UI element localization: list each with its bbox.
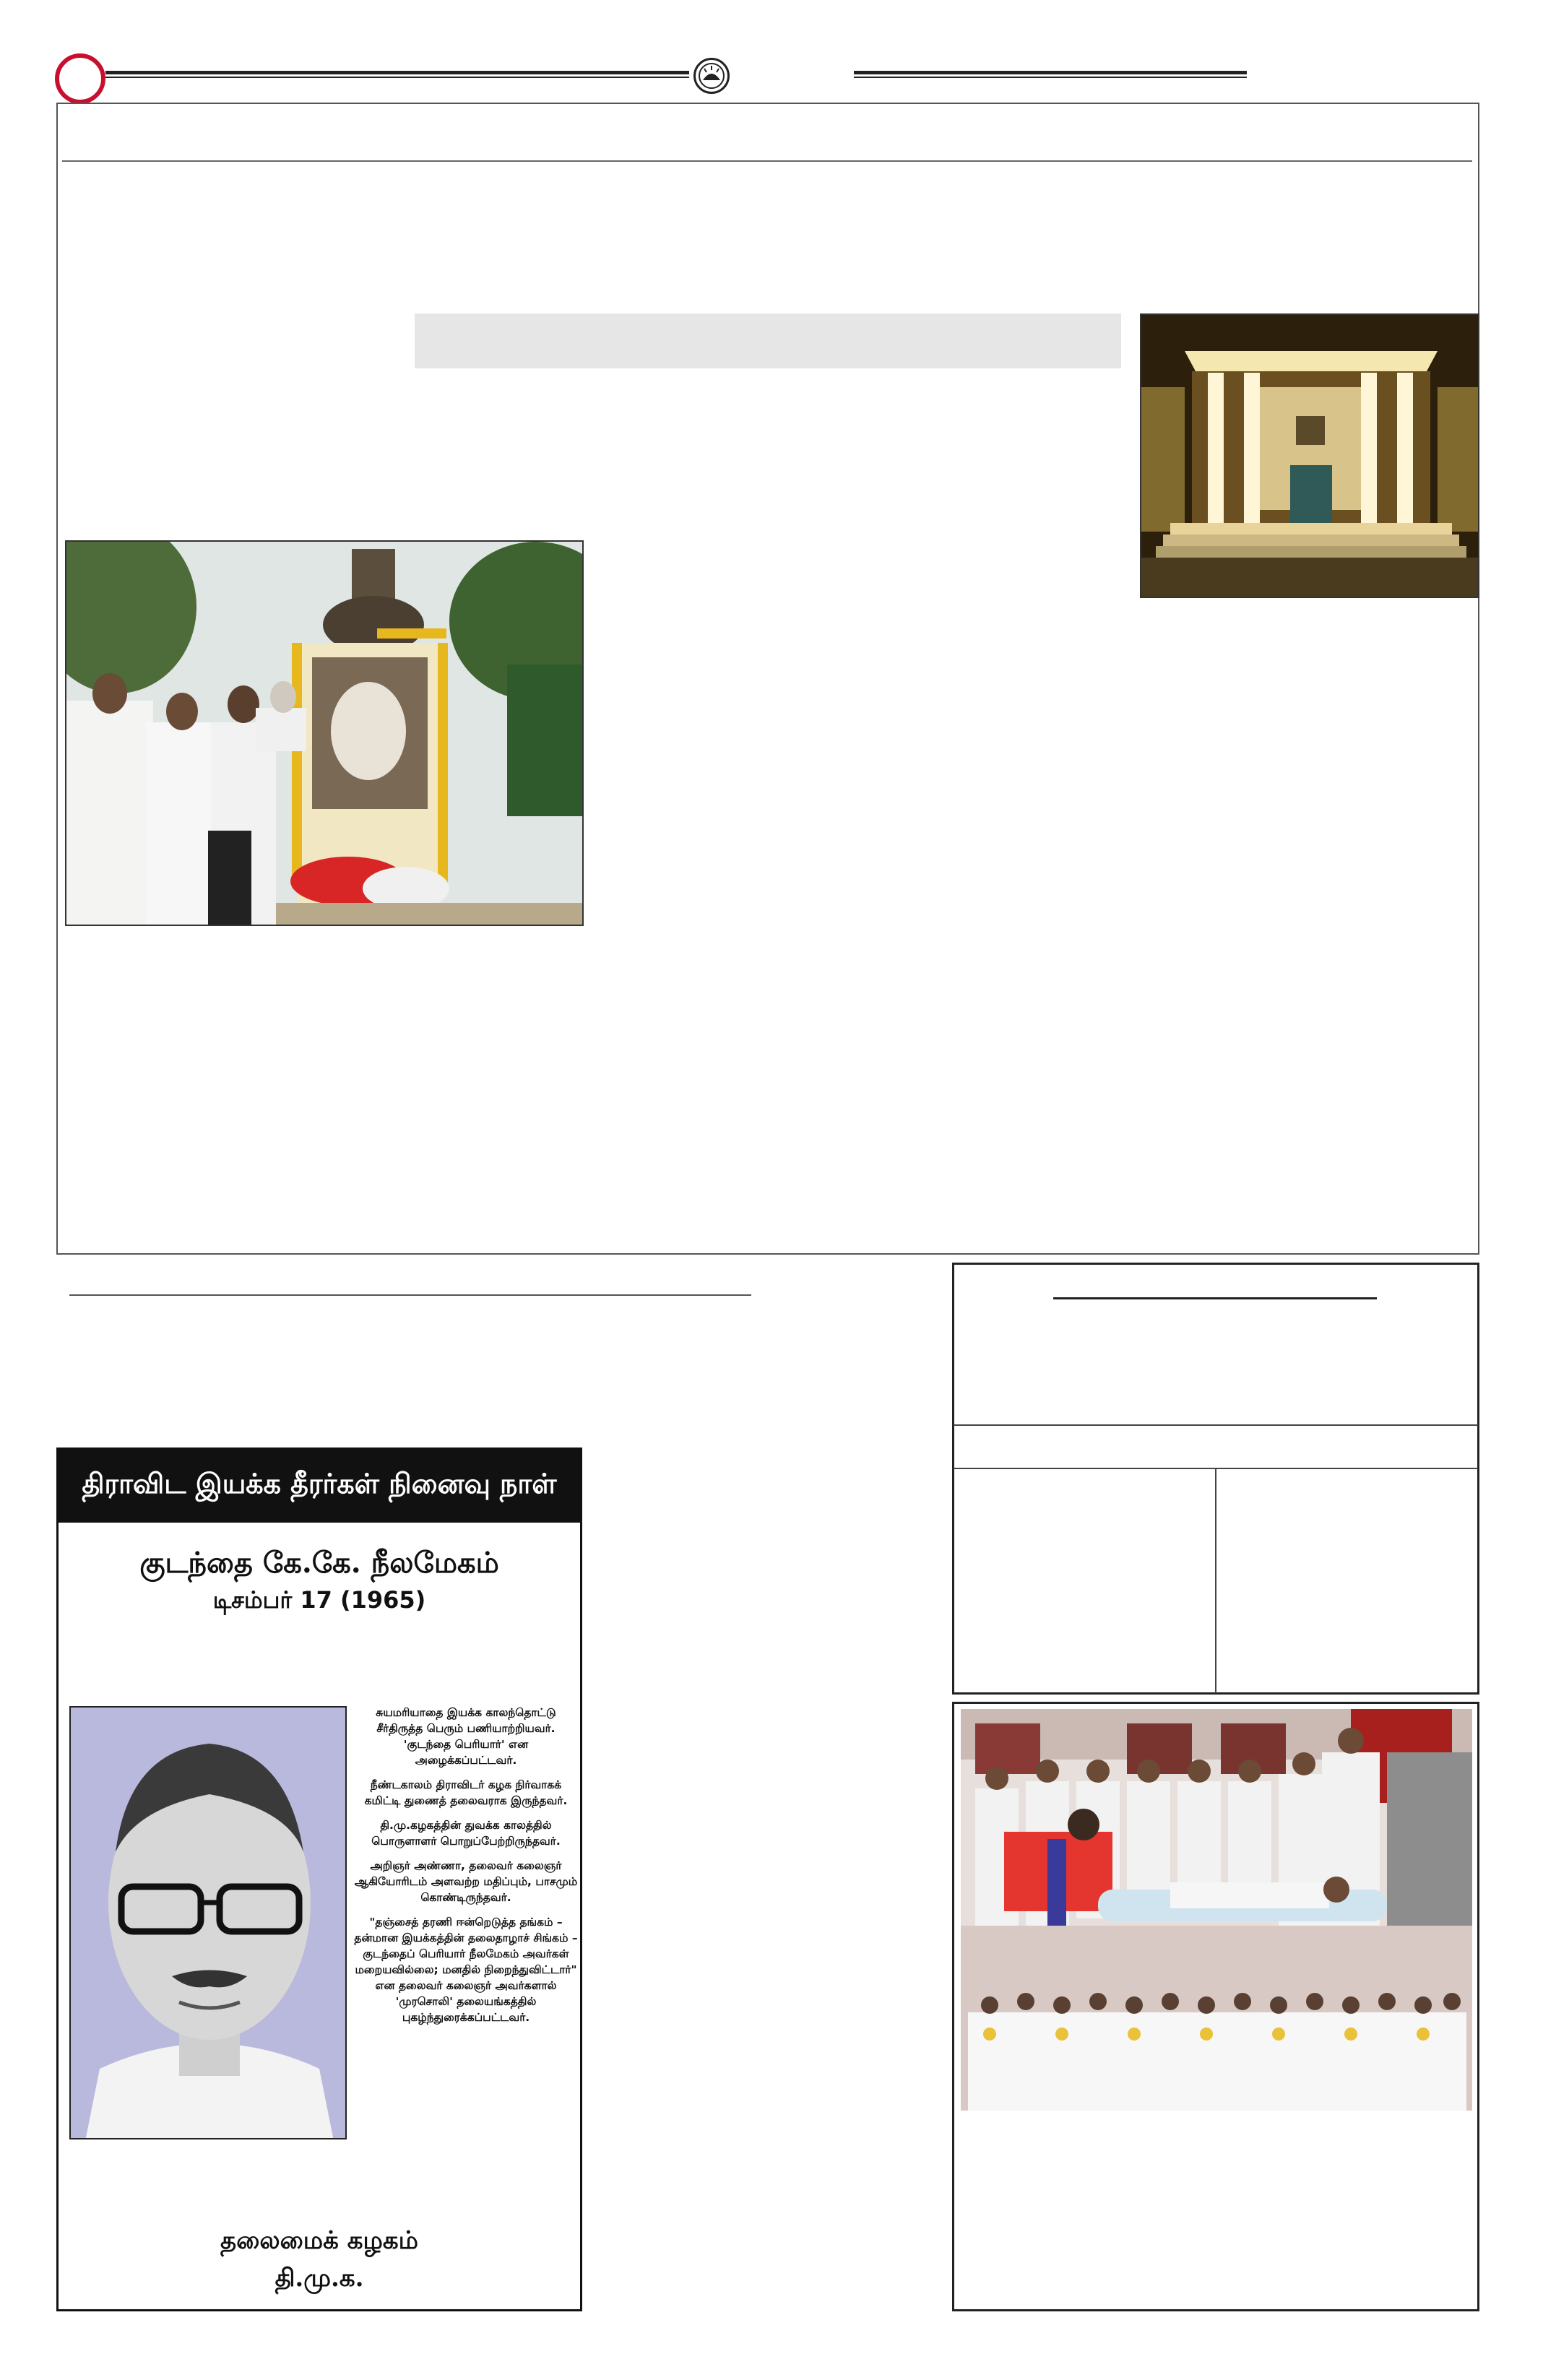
advert-biography	[354, 1705, 578, 2034]
blood-donation-illustration	[961, 1709, 1472, 2111]
advert-signature-office: தலைமைக் கழகம்	[220, 2226, 418, 2255]
building-illustration	[1141, 315, 1479, 598]
info-table-title-rule	[1053, 1297, 1377, 1299]
biography-paragraph: தி.மு.கழகத்தின் துவக்க காலத்தில் பொருளாளர் பொறுப்பேற்றிருந்தவர்.	[371, 1819, 561, 1848]
headline-band	[415, 313, 1121, 368]
header-rule-right	[854, 71, 1247, 78]
emblem-glyph	[697, 61, 726, 90]
advert-date: டிசம்பர் 17 (1965)	[212, 1586, 426, 1614]
illuminated-building-photo	[1140, 313, 1479, 598]
biography-paragraph: சுயமரியாதை இயக்க காலந்தொட்டு சீர்திருத்த பெரும் பணியாற்றியவர். 'குடந்தை பெரியார்' என அழைக்கப்பட்டவர்.	[376, 1706, 556, 1767]
statue-illustration	[66, 542, 584, 926]
advert-signature-party: தி.மு.க.	[275, 2264, 364, 2293]
advert-title-band: திராவிட இயக்க தீரர்கள் நினைவு நாள்	[56, 1448, 582, 1523]
header-rule-left	[105, 71, 689, 78]
biography-paragraph: அறிஞர் அண்ணா, தலைவர் கலைஞர் ஆகியோரிடம் அளவற்ற மதிப்பும், பாசமும் கொண்டிருந்தவர்.	[354, 1859, 578, 1904]
info-table-divider	[954, 1424, 1478, 1426]
portrait-photo	[69, 1706, 347, 2139]
main-story-rule	[62, 160, 1472, 162]
advert-person-name: குடந்தை கே.கே. நீலமேகம்	[139, 1546, 499, 1580]
biography-paragraph: நீண்டகாலம் திராவிடர் கழக நிர்வாகக் கமிட்டி துணைத் தலைவராக இருந்தவர்.	[364, 1778, 568, 1807]
info-table-column-divider	[1215, 1468, 1216, 1693]
statue-tribute-photo	[65, 540, 584, 926]
blood-donation-photo	[961, 1709, 1472, 2111]
biography-paragraph: "தஞ்சைத் தரணி ஈன்றெடுத்த தங்கம் – தன்மான இயக்கத்தின் தலைதாழாச் சிங்கம் – குடந்தைப் பெரியார் நீலமேகம் அவர்கள் மறையவில்லை; மனதில் நிறைந்துவிட்டார்" என தலைவர் கலைஞர் அவர்களால் 'முரசொலி' தலையங்கத்தில் புகழ்ந்துரைக்கப்பட்டவர்.	[354, 1916, 578, 2024]
portrait-illustration	[71, 1708, 347, 2139]
lower-section-rule	[69, 1294, 751, 1296]
page-number-circle	[55, 53, 105, 104]
rising-sun-emblem-icon	[693, 58, 730, 94]
